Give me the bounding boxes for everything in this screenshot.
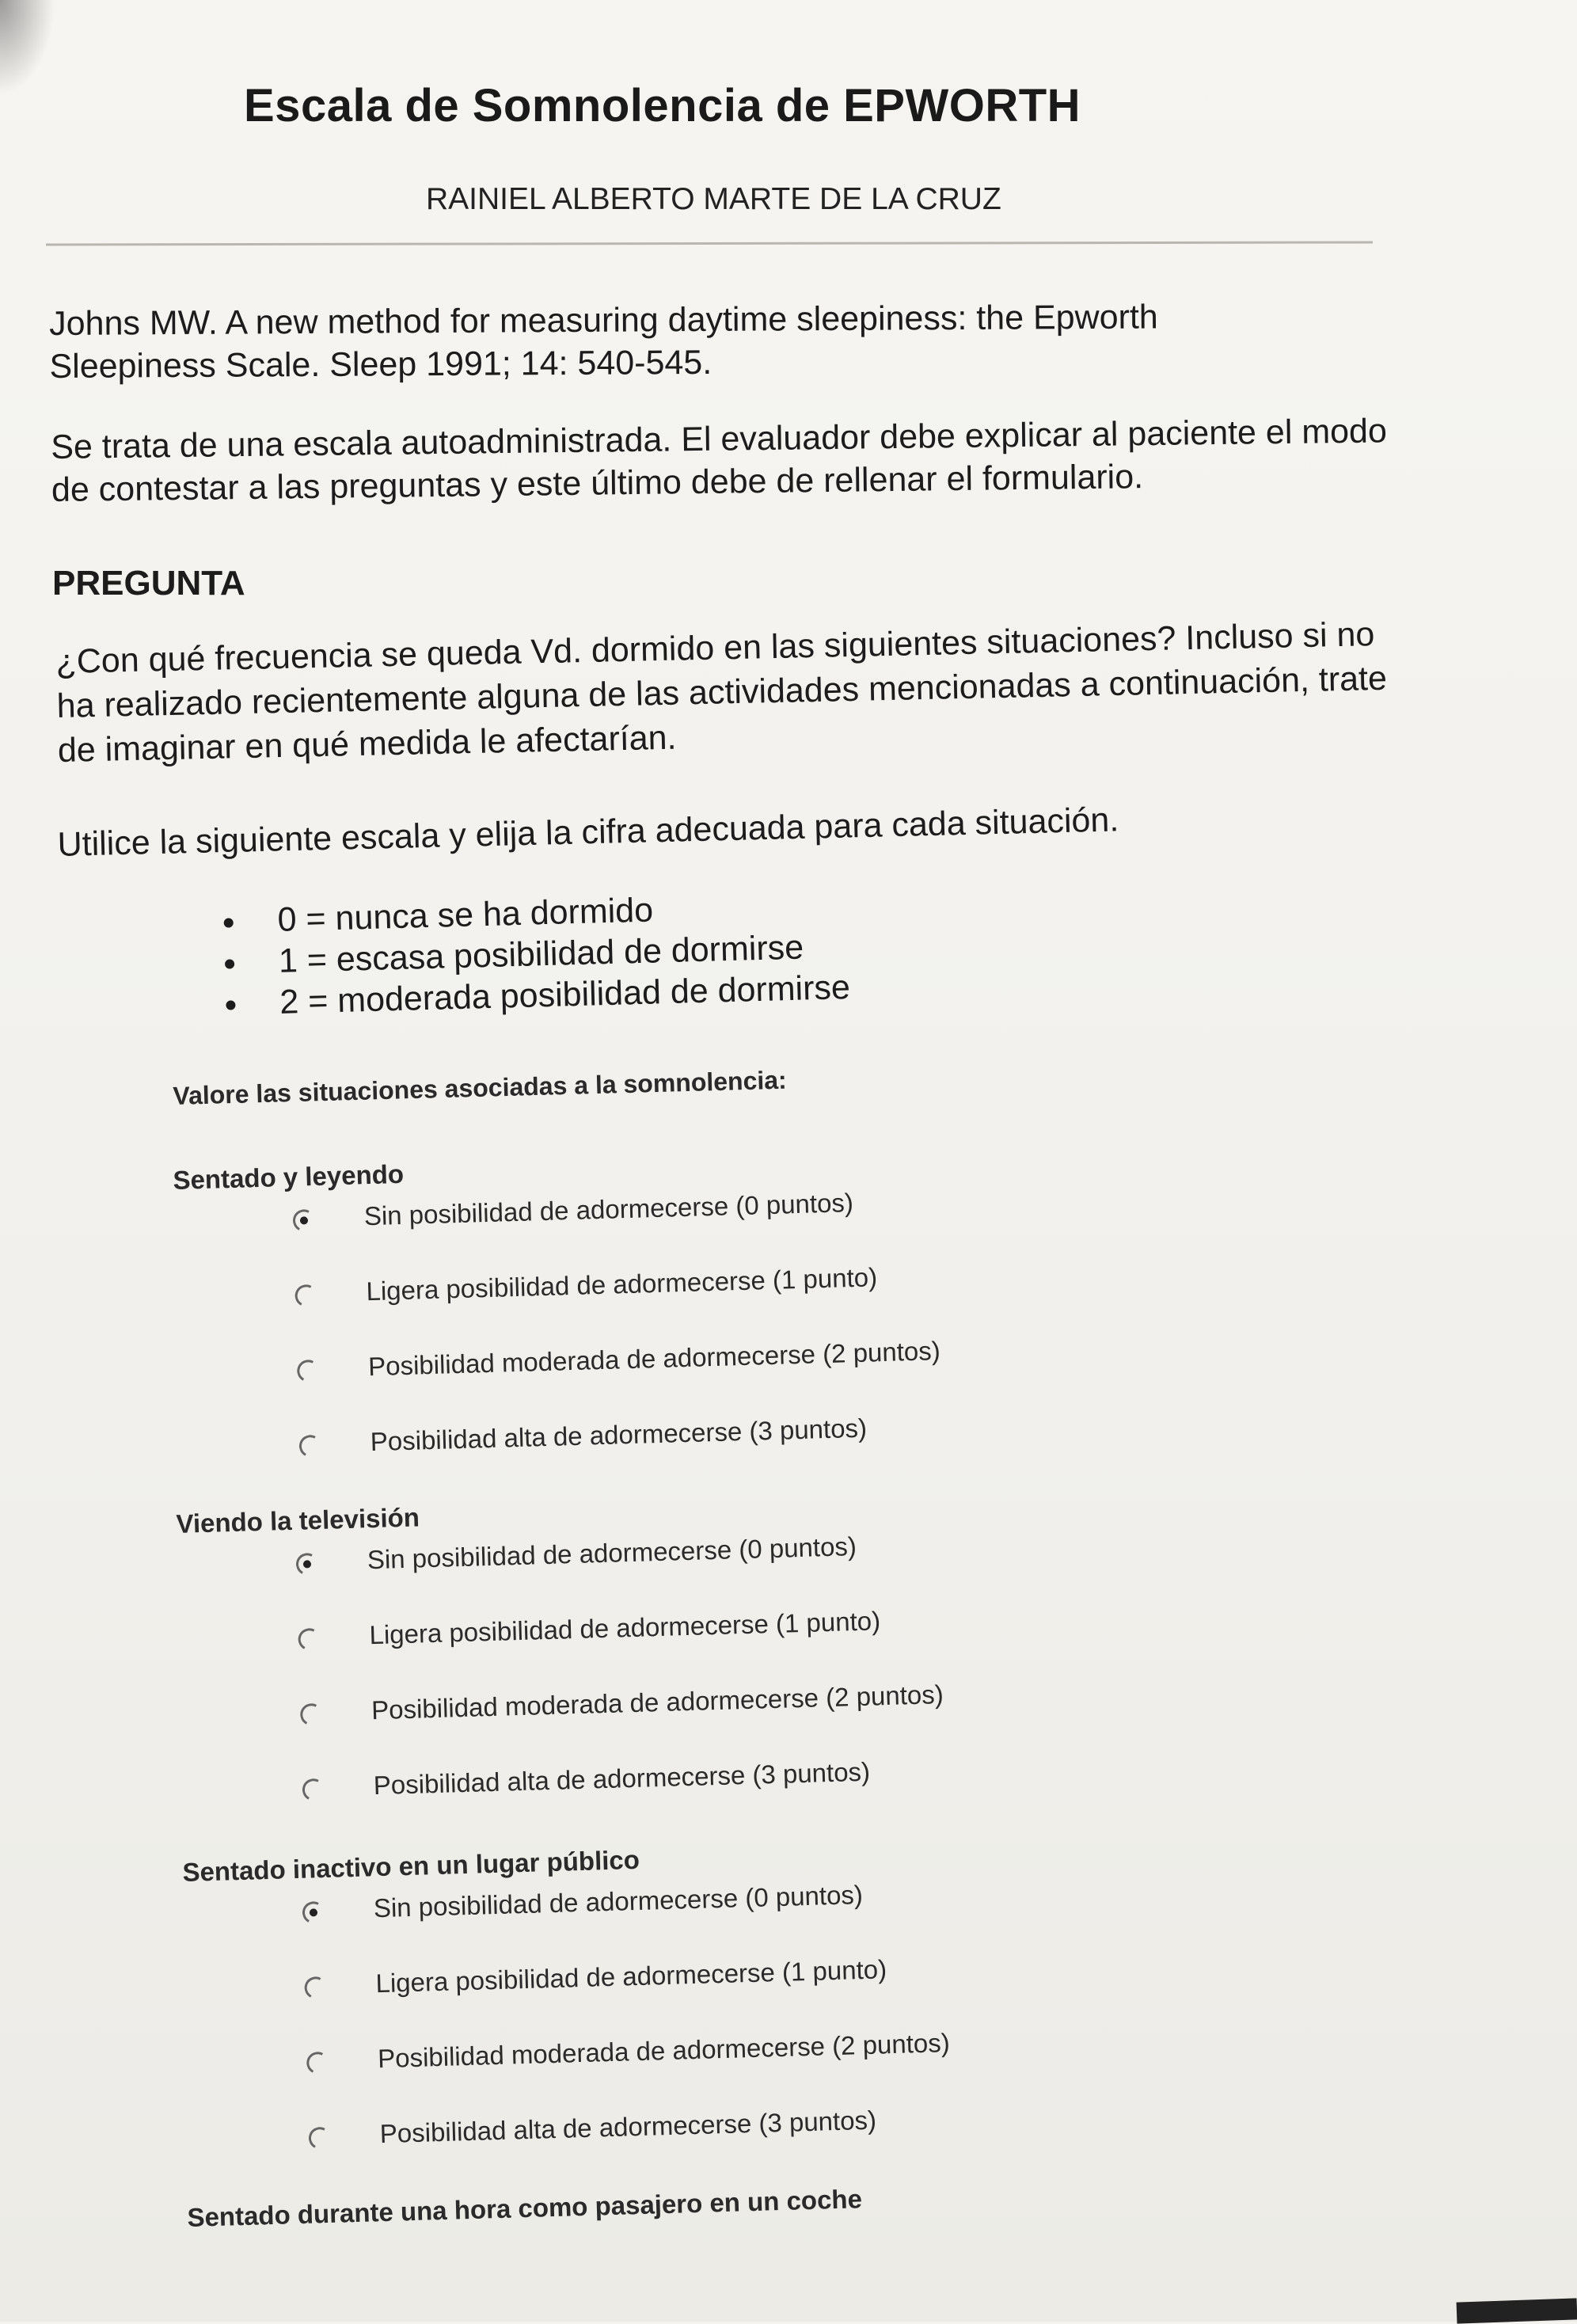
option-row[interactable] — [179, 1606, 881, 1699]
radio-button[interactable] — [291, 1207, 318, 1234]
option-label: Posibilidad alta de adormecerse (3 puntos) — [370, 1413, 868, 1457]
option-row[interactable] — [189, 2105, 877, 2198]
option-label: Ligera posibilidad de adormecerse (1 punto) — [375, 1954, 887, 1999]
option-row[interactable] — [176, 1262, 878, 1356]
scale-item-text: 2 = moderada posibilidad de dormirse — [279, 968, 851, 1021]
situation-title: Viendo la televisión — [176, 1502, 420, 1539]
rating-prompt: Valore las situaciones asociadas a la somnolencia: — [173, 1065, 788, 1110]
option-row[interactable] — [188, 2028, 951, 2123]
scale-instruction: Utilice la siguiente escala y elija la cifra adecuada para cada situación. — [57, 801, 1119, 864]
option-label: Posibilidad moderada de adormecerse (2 puntos) — [370, 1679, 944, 1725]
bullet-icon — [225, 959, 234, 968]
situation-section — [176, 1502, 944, 1849]
radio-button[interactable] — [302, 1974, 329, 2002]
option-row[interactable] — [180, 1413, 868, 1506]
bullet-icon — [226, 1000, 235, 1010]
option-label: Posibilidad alta de adormecerse (3 puntos) — [379, 2105, 877, 2149]
option-label: Posibilidad moderada de adormecerse (2 puntos) — [377, 2028, 951, 2074]
radio-button[interactable] — [292, 1282, 320, 1310]
radio-button[interactable] — [295, 1626, 323, 1653]
option-row[interactable] — [183, 1756, 871, 1850]
author-name: RAINIEL ALBERTO MARTE DE LA CRUZ — [426, 182, 1001, 216]
bullet-icon — [224, 918, 234, 927]
option-row[interactable] — [177, 1531, 857, 1624]
question-heading: PREGUNTA — [52, 564, 245, 603]
reference-paragraph: Johns MW. A new method for measuring daytime sleepiness: the Epworth Sleepiness Scale. Sleep 1991; 14: 540-545. — [49, 298, 1158, 386]
option-row[interactable] — [183, 1880, 864, 1972]
radio-button[interactable] — [294, 1357, 322, 1385]
radio-button[interactable] — [300, 1776, 328, 1804]
scale-item-text: 1 = escasa posibilidad de dormirse — [278, 928, 804, 980]
option-row[interactable] — [181, 1679, 944, 1774]
divider-line — [46, 242, 1373, 246]
situation-section — [182, 1844, 951, 2198]
option-row[interactable] — [178, 1336, 941, 1431]
option-label: Ligera posibilidad de adormecerse (1 punto) — [369, 1606, 881, 1650]
option-label: Posibilidad moderada de adormecerse (2 puntos) — [367, 1336, 941, 1382]
intro-paragraph: Se trata de una escala autoadministrada. El evaluador debe explicar al paciente el modo de contestar a las preguntas y este último debe de rellenar el formulario. — [51, 412, 1388, 509]
page-corner-shadow — [0, 0, 55, 95]
radio-button[interactable] — [297, 1432, 325, 1460]
situation-section — [173, 1158, 941, 1506]
page-edge-shadow — [1457, 2298, 1577, 2323]
scale-item-text: 0 = nunca se ha dormido — [277, 891, 654, 939]
document-title: Escala de Somnolencia de EPWORTH — [244, 80, 1081, 131]
scale-list — [214, 881, 1009, 1025]
option-label: Sin posibilidad de adormecerse (0 puntos) — [367, 1531, 857, 1575]
radio-button[interactable] — [294, 1550, 321, 1578]
option-label: Sin posibilidad de adormecerse (0 puntos) — [363, 1188, 854, 1231]
option-label: Sin posibilidad de adormecerse (0 puntos) — [373, 1880, 864, 1923]
radio-button[interactable] — [300, 1899, 328, 1927]
option-label: Ligera posibilidad de adormecerse (1 punto) — [366, 1262, 878, 1307]
option-row[interactable] — [185, 1954, 887, 2048]
question-paragraph: ¿Con qué frecuencia se queda Vd. dormido en las siguientes situaciones? Incluso si no ha realizado recientemente alguna de las actividades mencionadas a continuación, trate de imaginar en qué medida le afectarían. — [55, 615, 1388, 770]
radio-button[interactable] — [298, 1701, 325, 1729]
situation-title: Sentado durante una hora como pasajero en un coche — [187, 2184, 863, 2232]
option-row[interactable] — [173, 1188, 854, 1280]
situation-title: Sentado y leyendo — [173, 1158, 405, 1195]
situation-title: Sentado inactivo en un lugar público — [182, 1844, 640, 1887]
radio-button[interactable] — [304, 2049, 332, 2077]
radio-button[interactable] — [306, 2124, 334, 2152]
option-label: Posibilidad alta de adormecerse (3 puntos) — [373, 1756, 871, 1801]
